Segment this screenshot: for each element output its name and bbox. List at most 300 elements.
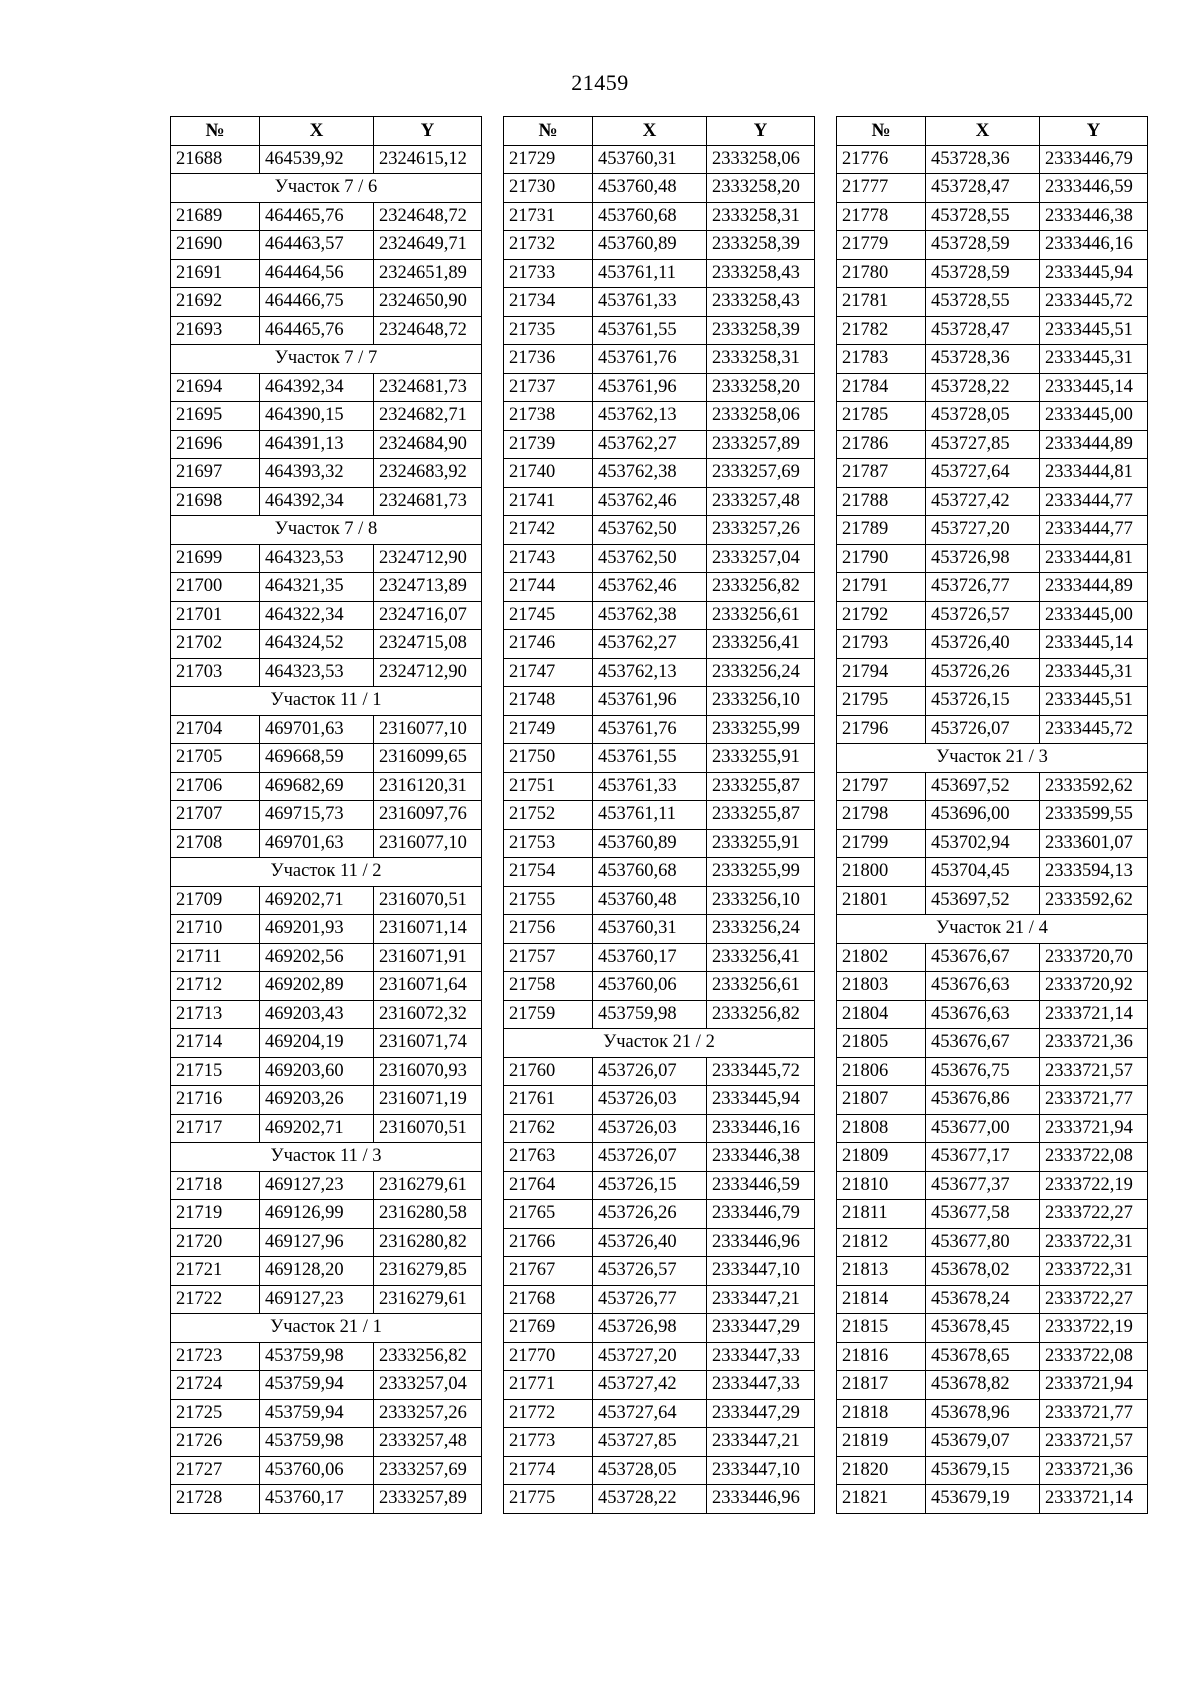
point-number-cell: 21819 [837, 1428, 926, 1457]
x-coordinate-cell: 453676,67 [926, 1029, 1040, 1058]
x-coordinate-cell: 453678,45 [926, 1314, 1040, 1343]
x-coordinate-cell: 453727,20 [593, 1342, 707, 1371]
point-number-cell: 21765 [504, 1200, 593, 1229]
x-coordinate-cell: 453760,68 [593, 202, 707, 231]
point-number-cell: 21762 [504, 1114, 593, 1143]
table-row [837, 1200, 1148, 1229]
point-number-cell: 21802 [837, 943, 926, 972]
point-number-cell: 21761 [504, 1086, 593, 1115]
x-coordinate-cell: 453761,33 [593, 288, 707, 317]
y-coordinate-cell: 2316280,82 [374, 1228, 482, 1257]
y-coordinate-cell: 2333256,82 [707, 573, 815, 602]
x-coordinate-cell: 453726,03 [593, 1086, 707, 1115]
point-number-cell: 21713 [171, 1000, 260, 1029]
table-row [837, 459, 1148, 488]
header-number: № [837, 117, 926, 146]
x-coordinate-cell: 453761,11 [593, 259, 707, 288]
point-number-cell: 21716 [171, 1086, 260, 1115]
y-coordinate-cell: 2316071,64 [374, 972, 482, 1001]
table-row [504, 259, 815, 288]
y-coordinate-cell: 2333592,62 [1040, 772, 1148, 801]
x-coordinate-cell: 453697,52 [926, 772, 1040, 801]
x-coordinate-cell: 453728,22 [926, 373, 1040, 402]
point-number-cell: 21769 [504, 1314, 593, 1343]
y-coordinate-cell: 2333722,19 [1040, 1171, 1148, 1200]
x-coordinate-cell: 464539,92 [260, 145, 374, 174]
table-row [837, 1114, 1148, 1143]
point-number-cell: 21805 [837, 1029, 926, 1058]
table-row [837, 1371, 1148, 1400]
section-heading-row [171, 1143, 482, 1172]
table-row [171, 1114, 482, 1143]
x-coordinate-cell: 464323,53 [260, 658, 374, 687]
y-coordinate-cell: 2316077,10 [374, 829, 482, 858]
point-number-cell: 21772 [504, 1399, 593, 1428]
y-coordinate-cell: 2333446,16 [1040, 231, 1148, 260]
x-coordinate-cell: 453727,64 [593, 1399, 707, 1428]
point-number-cell: 21756 [504, 915, 593, 944]
table-row [837, 687, 1148, 716]
y-coordinate-cell: 2333257,26 [374, 1399, 482, 1428]
table-row [504, 772, 815, 801]
point-number-cell: 21749 [504, 715, 593, 744]
x-coordinate-cell: 464390,15 [260, 402, 374, 431]
x-coordinate-cell: 464392,34 [260, 373, 374, 402]
y-coordinate-cell: 2333257,89 [707, 430, 815, 459]
table-row [837, 1086, 1148, 1115]
y-coordinate-cell: 2333446,59 [707, 1171, 815, 1200]
x-coordinate-cell: 464464,56 [260, 259, 374, 288]
y-coordinate-cell: 2324713,89 [374, 573, 482, 602]
y-coordinate-cell: 2333445,14 [1040, 373, 1148, 402]
table-row [171, 1285, 482, 1314]
table-row [171, 1456, 482, 1485]
table-row [504, 316, 815, 345]
x-coordinate-cell: 453678,02 [926, 1257, 1040, 1286]
y-coordinate-cell: 2316072,32 [374, 1000, 482, 1029]
point-number-cell: 21732 [504, 231, 593, 260]
table-row [504, 744, 815, 773]
point-number-cell: 21712 [171, 972, 260, 1001]
point-number-cell: 21800 [837, 858, 926, 887]
point-number-cell: 21735 [504, 316, 593, 345]
point-number-cell: 21741 [504, 487, 593, 516]
y-coordinate-cell: 2324649,71 [374, 231, 482, 260]
x-coordinate-cell: 453726,07 [593, 1143, 707, 1172]
x-coordinate-cell: 453726,57 [593, 1257, 707, 1286]
point-number-cell: 21744 [504, 573, 593, 602]
x-coordinate-cell: 453759,94 [260, 1399, 374, 1428]
y-coordinate-cell: 2333444,89 [1040, 573, 1148, 602]
y-coordinate-cell: 2333255,99 [707, 715, 815, 744]
y-coordinate-cell: 2333722,31 [1040, 1228, 1148, 1257]
table-row [504, 1114, 815, 1143]
point-number-cell: 21788 [837, 487, 926, 516]
point-number-cell: 21706 [171, 772, 260, 801]
point-number-cell: 21796 [837, 715, 926, 744]
table-row [504, 516, 815, 545]
point-number-cell: 21737 [504, 373, 593, 402]
point-number-cell: 21703 [171, 658, 260, 687]
table-row [504, 1285, 815, 1314]
x-coordinate-cell: 453727,85 [593, 1428, 707, 1457]
y-coordinate-cell: 2324615,12 [374, 145, 482, 174]
table-row [171, 972, 482, 1001]
point-number-cell: 21781 [837, 288, 926, 317]
y-coordinate-cell: 2333446,96 [707, 1228, 815, 1257]
y-coordinate-cell: 2316279,61 [374, 1285, 482, 1314]
x-coordinate-cell: 469701,63 [260, 829, 374, 858]
point-number-cell: 21721 [171, 1257, 260, 1286]
point-number-cell: 21708 [171, 829, 260, 858]
table-row [171, 259, 482, 288]
point-number-cell: 21729 [504, 145, 593, 174]
y-coordinate-cell: 2324681,73 [374, 373, 482, 402]
table-row [504, 943, 815, 972]
point-number-cell: 21821 [837, 1485, 926, 1514]
y-coordinate-cell: 2333444,89 [1040, 430, 1148, 459]
y-coordinate-cell: 2333258,31 [707, 345, 815, 374]
y-coordinate-cell: 2333258,06 [707, 402, 815, 431]
section-heading: Участок 11 / 1 [171, 687, 482, 716]
point-number-cell: 21777 [837, 174, 926, 203]
x-coordinate-cell: 469128,20 [260, 1257, 374, 1286]
table-row [837, 943, 1148, 972]
table-row [837, 202, 1148, 231]
header-x: X [593, 117, 707, 146]
x-coordinate-cell: 453760,31 [593, 915, 707, 944]
table-row [504, 373, 815, 402]
table-row [837, 516, 1148, 545]
point-number-cell: 21795 [837, 687, 926, 716]
section-heading-row [171, 1314, 482, 1343]
y-coordinate-cell: 2333445,00 [1040, 402, 1148, 431]
section-heading: Участок 7 / 7 [171, 345, 482, 374]
x-coordinate-cell: 453728,59 [926, 259, 1040, 288]
x-coordinate-cell: 464323,53 [260, 544, 374, 573]
table-row [504, 1171, 815, 1200]
section-heading: Участок 21 / 2 [504, 1029, 815, 1058]
y-coordinate-cell: 2333721,77 [1040, 1086, 1148, 1115]
table-row [837, 630, 1148, 659]
x-coordinate-cell: 469202,56 [260, 943, 374, 972]
table-row [171, 1342, 482, 1371]
table-row [504, 886, 815, 915]
table-row [504, 630, 815, 659]
y-coordinate-cell: 2324712,90 [374, 658, 482, 687]
section-heading: Участок 21 / 4 [837, 915, 1148, 944]
point-number-cell: 21764 [504, 1171, 593, 1200]
y-coordinate-cell: 2333445,14 [1040, 630, 1148, 659]
y-coordinate-cell: 2333258,39 [707, 316, 815, 345]
point-number-cell: 21774 [504, 1456, 593, 1485]
table-row [504, 345, 815, 374]
table-row [837, 1143, 1148, 1172]
x-coordinate-cell: 464463,57 [260, 231, 374, 260]
x-coordinate-cell: 464321,35 [260, 573, 374, 602]
table-row [171, 1399, 482, 1428]
table-row [504, 544, 815, 573]
x-coordinate-cell: 453726,77 [593, 1285, 707, 1314]
y-coordinate-cell: 2324681,73 [374, 487, 482, 516]
table-row [504, 487, 815, 516]
point-number-cell: 21740 [504, 459, 593, 488]
x-coordinate-cell: 453678,24 [926, 1285, 1040, 1314]
y-coordinate-cell: 2333721,36 [1040, 1029, 1148, 1058]
table-row [504, 145, 815, 174]
table-row [837, 1029, 1148, 1058]
x-coordinate-cell: 453726,26 [926, 658, 1040, 687]
y-coordinate-cell: 2333445,51 [1040, 316, 1148, 345]
y-coordinate-cell: 2333256,61 [707, 972, 815, 1001]
y-coordinate-cell: 2316097,76 [374, 801, 482, 830]
x-coordinate-cell: 469126,99 [260, 1200, 374, 1229]
point-number-cell: 21731 [504, 202, 593, 231]
y-coordinate-cell: 2333258,39 [707, 231, 815, 260]
point-number-cell: 21722 [171, 1285, 260, 1314]
point-number-cell: 21755 [504, 886, 593, 915]
table-row [837, 1000, 1148, 1029]
y-coordinate-cell: 2333445,31 [1040, 345, 1148, 374]
table-row [837, 1428, 1148, 1457]
table-header-row [171, 117, 482, 146]
x-coordinate-cell: 453762,46 [593, 573, 707, 602]
x-coordinate-cell: 453728,05 [926, 402, 1040, 431]
x-coordinate-cell: 469202,71 [260, 886, 374, 915]
y-coordinate-cell: 2316279,61 [374, 1171, 482, 1200]
point-number-cell: 21745 [504, 601, 593, 630]
table-row [171, 715, 482, 744]
table-row [837, 801, 1148, 830]
table-row [504, 231, 815, 260]
table-row [837, 886, 1148, 915]
table-row [171, 886, 482, 915]
point-number-cell: 21742 [504, 516, 593, 545]
point-number-cell: 21803 [837, 972, 926, 1001]
point-number-cell: 21794 [837, 658, 926, 687]
section-heading: Участок 11 / 3 [171, 1143, 482, 1172]
coordinates-table-middle [503, 116, 815, 1514]
x-coordinate-cell: 453761,96 [593, 687, 707, 716]
point-number-cell: 21734 [504, 288, 593, 317]
x-coordinate-cell: 453760,89 [593, 829, 707, 858]
x-coordinate-cell: 453702,94 [926, 829, 1040, 858]
y-coordinate-cell: 2324650,90 [374, 288, 482, 317]
table-row [837, 658, 1148, 687]
table-row [837, 1342, 1148, 1371]
y-coordinate-cell: 2333444,77 [1040, 516, 1148, 545]
y-coordinate-cell: 2333446,96 [707, 1485, 815, 1514]
table-row [504, 1228, 815, 1257]
table-row [837, 573, 1148, 602]
point-number-cell: 21754 [504, 858, 593, 887]
header-number: № [504, 117, 593, 146]
x-coordinate-cell: 453761,55 [593, 744, 707, 773]
point-number-cell: 21782 [837, 316, 926, 345]
x-coordinate-cell: 464322,34 [260, 601, 374, 630]
y-coordinate-cell: 2333445,00 [1040, 601, 1148, 630]
y-coordinate-cell: 2333257,26 [707, 516, 815, 545]
x-coordinate-cell: 453726,07 [926, 715, 1040, 744]
x-coordinate-cell: 453762,13 [593, 402, 707, 431]
coordinates-table-left [170, 116, 482, 1514]
x-coordinate-cell: 453762,13 [593, 658, 707, 687]
point-number-cell: 21718 [171, 1171, 260, 1200]
table-row [837, 1285, 1148, 1314]
x-coordinate-cell: 453762,46 [593, 487, 707, 516]
x-coordinate-cell: 453676,63 [926, 972, 1040, 1001]
point-number-cell: 21704 [171, 715, 260, 744]
y-coordinate-cell: 2324715,08 [374, 630, 482, 659]
point-number-cell: 21758 [504, 972, 593, 1001]
point-number-cell: 21709 [171, 886, 260, 915]
table-row [504, 1485, 815, 1514]
y-coordinate-cell: 2333446,79 [707, 1200, 815, 1229]
x-coordinate-cell: 469668,59 [260, 744, 374, 773]
y-coordinate-cell: 2333447,33 [707, 1342, 815, 1371]
point-number-cell: 21799 [837, 829, 926, 858]
table-row [504, 1399, 815, 1428]
y-coordinate-cell: 2333257,48 [374, 1428, 482, 1457]
table-row [504, 858, 815, 887]
point-number-cell: 21778 [837, 202, 926, 231]
y-coordinate-cell: 2324648,72 [374, 202, 482, 231]
header-y: Y [1040, 117, 1148, 146]
x-coordinate-cell: 453760,17 [260, 1485, 374, 1514]
table-row [837, 145, 1148, 174]
point-number-cell: 21693 [171, 316, 260, 345]
table-row [504, 801, 815, 830]
point-number-cell: 21725 [171, 1399, 260, 1428]
point-number-cell: 21813 [837, 1257, 926, 1286]
section-heading-row [171, 687, 482, 716]
section-heading-row [171, 858, 482, 887]
y-coordinate-cell: 2316071,19 [374, 1086, 482, 1115]
point-number-cell: 21691 [171, 259, 260, 288]
x-coordinate-cell: 453677,00 [926, 1114, 1040, 1143]
point-number-cell: 21771 [504, 1371, 593, 1400]
y-coordinate-cell: 2333447,10 [707, 1257, 815, 1286]
point-number-cell: 21793 [837, 630, 926, 659]
table-row [171, 487, 482, 516]
table-row [504, 1257, 815, 1286]
table-row [837, 1399, 1148, 1428]
point-number-cell: 21767 [504, 1257, 593, 1286]
table-row [171, 202, 482, 231]
y-coordinate-cell: 2333256,24 [707, 915, 815, 944]
table-row [171, 430, 482, 459]
y-coordinate-cell: 2333447,21 [707, 1285, 815, 1314]
table-row [504, 715, 815, 744]
table-row [171, 1029, 482, 1058]
x-coordinate-cell: 453726,40 [593, 1228, 707, 1257]
x-coordinate-cell: 469127,96 [260, 1228, 374, 1257]
point-number-cell: 21695 [171, 402, 260, 431]
y-coordinate-cell: 2333257,69 [707, 459, 815, 488]
point-number-cell: 21768 [504, 1285, 593, 1314]
table-row [171, 943, 482, 972]
y-coordinate-cell: 2324683,92 [374, 459, 482, 488]
point-number-cell: 21790 [837, 544, 926, 573]
x-coordinate-cell: 453676,67 [926, 943, 1040, 972]
y-coordinate-cell: 2333257,48 [707, 487, 815, 516]
y-coordinate-cell: 2333257,04 [374, 1371, 482, 1400]
y-coordinate-cell: 2333444,81 [1040, 544, 1148, 573]
point-number-cell: 21783 [837, 345, 926, 374]
y-coordinate-cell: 2333446,59 [1040, 174, 1148, 203]
point-number-cell: 21786 [837, 430, 926, 459]
x-coordinate-cell: 453678,96 [926, 1399, 1040, 1428]
y-coordinate-cell: 2333722,19 [1040, 1314, 1148, 1343]
table-row [171, 829, 482, 858]
point-number-cell: 21763 [504, 1143, 593, 1172]
section-heading: Участок 7 / 6 [171, 174, 482, 203]
x-coordinate-cell: 453728,47 [926, 316, 1040, 345]
table-row [837, 829, 1148, 858]
point-number-cell: 21707 [171, 801, 260, 830]
y-coordinate-cell: 2316070,51 [374, 886, 482, 915]
table-row [837, 1257, 1148, 1286]
y-coordinate-cell: 2333255,91 [707, 829, 815, 858]
point-number-cell: 21808 [837, 1114, 926, 1143]
y-coordinate-cell: 2324716,07 [374, 601, 482, 630]
x-coordinate-cell: 453727,42 [593, 1371, 707, 1400]
table-row [171, 1086, 482, 1115]
x-coordinate-cell: 469204,19 [260, 1029, 374, 1058]
point-number-cell: 21700 [171, 573, 260, 602]
x-coordinate-cell: 469203,43 [260, 1000, 374, 1029]
table-header-row [837, 117, 1148, 146]
table-row [171, 772, 482, 801]
y-coordinate-cell: 2324712,90 [374, 544, 482, 573]
coordinates-table-right [836, 116, 1148, 1514]
y-coordinate-cell: 2333256,82 [374, 1342, 482, 1371]
header-y: Y [707, 117, 815, 146]
table-row [504, 402, 815, 431]
x-coordinate-cell: 453762,50 [593, 516, 707, 545]
x-coordinate-cell: 453726,40 [926, 630, 1040, 659]
y-coordinate-cell: 2316071,14 [374, 915, 482, 944]
y-coordinate-cell: 2333255,87 [707, 801, 815, 830]
x-coordinate-cell: 453728,55 [926, 202, 1040, 231]
table-row [171, 1000, 482, 1029]
x-coordinate-cell: 453728,22 [593, 1485, 707, 1514]
y-coordinate-cell: 2333601,07 [1040, 829, 1148, 858]
table-row [171, 801, 482, 830]
table-row [837, 174, 1148, 203]
table-row [171, 658, 482, 687]
y-coordinate-cell: 2333722,27 [1040, 1200, 1148, 1229]
y-coordinate-cell: 2333722,31 [1040, 1257, 1148, 1286]
point-number-cell: 21689 [171, 202, 260, 231]
y-coordinate-cell: 2333258,20 [707, 373, 815, 402]
table-row [171, 1428, 482, 1457]
table-row [837, 1456, 1148, 1485]
x-coordinate-cell: 453760,06 [593, 972, 707, 1001]
x-coordinate-cell: 464393,32 [260, 459, 374, 488]
table-row [837, 373, 1148, 402]
y-coordinate-cell: 2333258,06 [707, 145, 815, 174]
point-number-cell: 21770 [504, 1342, 593, 1371]
point-number-cell: 21710 [171, 915, 260, 944]
table-row [504, 1371, 815, 1400]
x-coordinate-cell: 453677,17 [926, 1143, 1040, 1172]
point-number-cell: 21694 [171, 373, 260, 402]
x-coordinate-cell: 453762,38 [593, 459, 707, 488]
x-coordinate-cell: 453727,42 [926, 487, 1040, 516]
point-number-cell: 21814 [837, 1285, 926, 1314]
point-number-cell: 21748 [504, 687, 593, 716]
